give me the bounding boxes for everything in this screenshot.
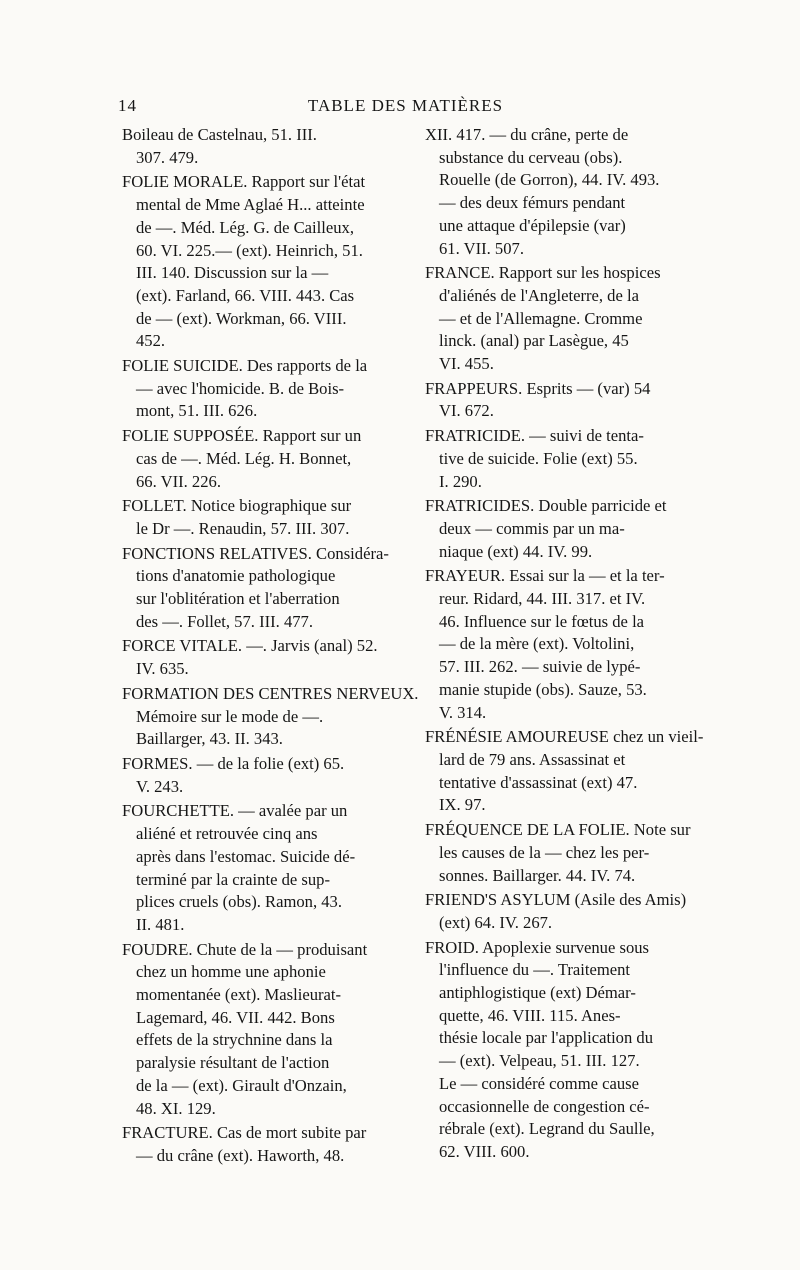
entry-line: Lagemard, 46. VII. 442. Bons: [136, 1007, 335, 1027]
entry-line: 452.: [136, 331, 166, 351]
entry-line: thésie locale par l'application du: [439, 1028, 654, 1048]
entry-line: FORMES. — de la folie (ext) 65.: [122, 753, 345, 773]
entry-line: les causes de la — chez les per-: [439, 842, 650, 862]
entry-line: 66. VII. 226.: [136, 471, 221, 491]
entry-line: Rouelle (de Gorron), 44. IV. 493.: [439, 170, 660, 190]
entry-line: 61. VII. 507.: [439, 238, 524, 258]
entry-line: Le — considéré comme cause: [439, 1073, 639, 1093]
entry-line: Baillarger, 43. II. 343.: [136, 729, 283, 749]
entry-line: substance du cerveau (obs).: [439, 147, 623, 167]
index-entry: [122, 635, 390, 680]
entry-line: manie stupide (obs). Sauze, 53.: [439, 679, 647, 699]
page-number: 14: [118, 96, 137, 115]
index-entry: [425, 124, 685, 260]
entry-line: plices cruels (obs). Ramon, 43.: [136, 892, 342, 912]
entry-line: 48. XI. 129.: [136, 1098, 216, 1118]
entry-line: FOLIE MORALE. Rapport sur l'état: [122, 172, 366, 192]
index-entry: [122, 124, 390, 169]
index-entry: [122, 800, 390, 936]
index-entry: [122, 753, 390, 798]
entry-line: — et de l'Allemagne. Cromme: [439, 308, 643, 328]
index-entry: [122, 543, 390, 634]
right-column: [425, 124, 704, 1166]
entry-line: FRAYEUR. Essai sur la — et la ter-: [425, 566, 665, 586]
entry-line: V. 314.: [439, 702, 487, 722]
entry-line: aliéné et retrouvée cinq ans: [136, 824, 318, 844]
index-entry: [425, 819, 691, 887]
entry-line: mont, 51. III. 626.: [136, 401, 258, 421]
entry-line: de —. Méd. Lég. G. de Cailleux,: [136, 217, 354, 237]
entry-line: — de la mère (ext). Voltolini,: [439, 634, 635, 654]
entry-line: FRIEND'S ASYLUM (Asile des Amis): [425, 890, 687, 910]
left-column: [122, 124, 419, 1170]
index-entry: [122, 1122, 390, 1167]
entry-line: deux — commis par un ma-: [439, 518, 625, 538]
entry-line: 46. Influence sur le fœtus de la: [439, 611, 645, 631]
entry-line: cas de —. Méd. Lég. H. Bonnet,: [136, 448, 352, 468]
entry-line: FORMATION DES CENTRES NERVEUX.: [122, 683, 419, 703]
entry-line: terminé par la crainte de sup-: [136, 869, 330, 889]
page-header: [118, 96, 693, 120]
entry-line: antiphlogistique (ext) Démar-: [439, 983, 636, 1003]
entry-line: — des deux fémurs pendant: [439, 193, 626, 213]
entry-line: tive de suicide. Folie (ext) 55.: [439, 448, 638, 468]
running-title: TABLE DES MATIÈRES: [307, 96, 504, 115]
entry-line: FROID. Apoplexie survenue sous: [425, 937, 649, 957]
entry-line: FRÉNÉSIE AMOUREUSE chez un vieil-: [425, 727, 704, 747]
entry-line: FRACTURE. Cas de mort subite par: [122, 1123, 367, 1143]
entry-line: I. 290.: [439, 471, 482, 491]
entry-line: après dans l'estomac. Suicide dé-: [136, 846, 356, 866]
entry-line: reur. Ridard, 44. III. 317. et IV.: [439, 589, 646, 609]
entry-line: chez un homme une aphonie: [136, 962, 326, 982]
entry-line: effets de la strychnine dans la: [136, 1030, 333, 1050]
entry-line: Mémoire sur le mode de —.: [136, 706, 324, 726]
entry-line: lard de 79 ans. Assassinat et: [439, 749, 626, 769]
entry-line: 62. VIII. 600.: [439, 1141, 530, 1161]
entry-line: sur l'oblitération et l'aberration: [136, 589, 340, 609]
entry-line: — (ext). Velpeau, 51. III. 127.: [439, 1051, 640, 1071]
entry-line: — avec l'homicide. B. de Bois-: [136, 378, 345, 398]
entry-line: 307. 479.: [136, 147, 199, 167]
entry-line: paralysie résultant de l'action: [136, 1053, 330, 1073]
index-entry: [122, 939, 390, 1121]
entry-line: VI. 672.: [439, 401, 494, 421]
index-entry: [425, 726, 704, 817]
index-entry: [122, 425, 390, 493]
entry-line: II. 481.: [136, 914, 185, 934]
entry-line: le Dr —. Renaudin, 57. III. 307.: [136, 518, 350, 538]
entry-line: XII. 417. — du crâne, perte de: [425, 125, 629, 144]
entry-line: FOLLET. Notice biographique sur: [122, 496, 352, 516]
entry-line: — du crâne (ext). Haworth, 48.: [136, 1145, 345, 1165]
entry-line: VI. 455.: [439, 354, 494, 374]
index-entry: [425, 565, 685, 724]
entry-line: FRÉQUENCE DE LA FOLIE. Note sur: [425, 820, 691, 840]
entry-line: 57. III. 262. — suivie de lypé-: [439, 657, 641, 677]
index-entry: [425, 937, 685, 1164]
entry-line: momentanée (ext). Maslieurat-: [136, 985, 342, 1005]
entry-line: l'influence du —. Traitement: [439, 960, 631, 980]
entry-line: IX. 97.: [439, 795, 486, 815]
entry-line: FONCTIONS RELATIVES. Considéra-: [122, 543, 389, 563]
entry-line: FOUDRE. Chute de la — produisant: [122, 939, 368, 959]
entry-line: FOLIE SUPPOSÉE. Rapport sur un: [122, 426, 362, 446]
index-entry: [122, 683, 419, 751]
index-entry: [425, 378, 685, 423]
index-entry: [425, 425, 685, 493]
index-entry: [122, 495, 390, 540]
entry-line: (ext). Farland, 66. VIII. 443. Cas: [136, 285, 355, 305]
index-entry: [122, 171, 390, 353]
entry-line: III. 140. Discussion sur la —: [136, 263, 329, 283]
entry-line: 60. VI. 225.— (ext). Heinrich, 51.: [136, 240, 363, 260]
entry-line: des —. Follet, 57. III. 477.: [136, 611, 313, 631]
entry-line: (ext) 64. IV. 267.: [439, 912, 553, 932]
entry-line: sonnes. Baillarger. 44. IV. 74.: [439, 865, 636, 885]
entry-line: quette, 46. VIII. 115. Anes-: [439, 1005, 621, 1025]
entry-line: Boileau de Castelnau, 51. III.: [122, 125, 317, 144]
entry-line: FRANCE. Rapport sur les hospices: [425, 263, 661, 283]
entry-line: linck. (anal) par Lasègue, 45: [439, 331, 629, 351]
entry-line: une attaque d'épilepsie (var): [439, 215, 626, 235]
entry-line: IV. 635.: [136, 659, 189, 679]
entry-line: rébrale (ext). Legrand du Saulle,: [439, 1119, 655, 1139]
entry-line: FORCE VITALE. —. Jarvis (anal) 52.: [122, 636, 378, 656]
entry-line: niaque (ext) 44. IV. 99.: [439, 541, 593, 561]
entry-line: FRAPPEURS. Esprits — (var) 54: [425, 378, 651, 398]
entry-line: occasionnelle de congestion cé-: [439, 1096, 650, 1116]
entry-line: FRATRICIDE. — suivi de tenta-: [425, 426, 644, 446]
entry-line: de — (ext). Workman, 66. VIII.: [136, 308, 347, 328]
entry-line: mental de Mme Aglaé H... atteinte: [136, 195, 365, 215]
index-entry: [122, 355, 390, 423]
index-entry: [425, 262, 685, 376]
entry-line: d'aliénés de l'Angleterre, de la: [439, 285, 639, 305]
entry-line: de la — (ext). Girault d'Onzain,: [136, 1075, 347, 1095]
entry-line: FOLIE SUICIDE. Des rapports de la: [122, 356, 368, 376]
entry-line: tions d'anatomie pathologique: [136, 566, 336, 586]
entry-line: FOURCHETTE. — avalée par un: [122, 801, 348, 821]
entry-line: FRATRICIDES. Double parricide et: [425, 496, 667, 516]
entry-line: V. 243.: [136, 776, 184, 796]
entry-line: tentative d'assassinat (ext) 47.: [439, 772, 638, 792]
index-entry: [425, 495, 685, 563]
index-entry: [425, 889, 685, 934]
